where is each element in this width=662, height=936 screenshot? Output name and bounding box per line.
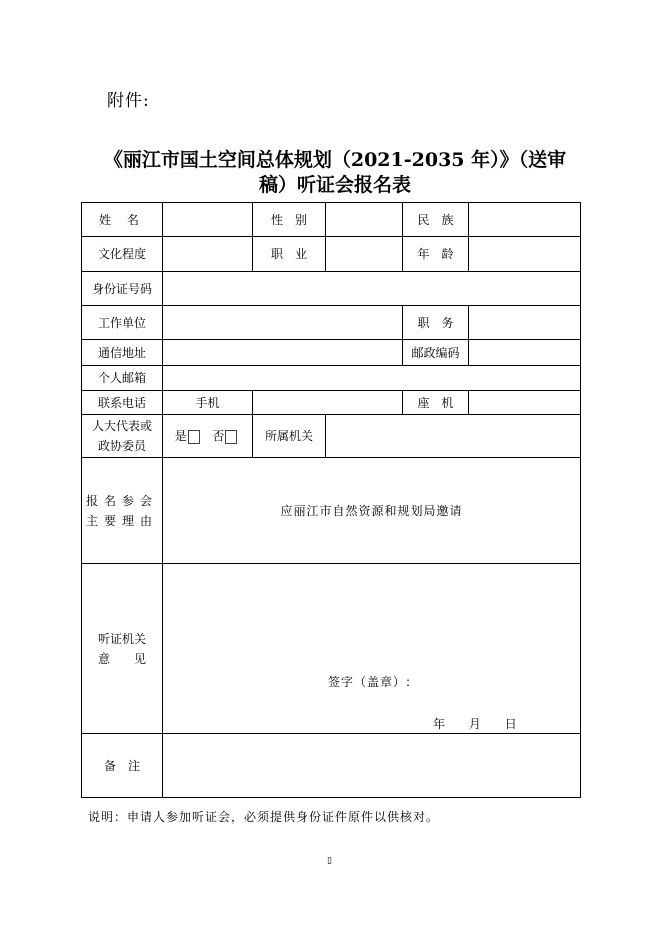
- opinion-field[interactable]: [163, 564, 581, 734]
- position-field[interactable]: [469, 306, 581, 340]
- yes-checkbox[interactable]: [188, 430, 200, 444]
- table-row: [82, 203, 581, 237]
- postcode-label: 邮政编码: [403, 340, 469, 366]
- table-row: [82, 415, 581, 458]
- email-label: 个人邮箱: [82, 366, 163, 391]
- gender-field[interactable]: [326, 203, 403, 237]
- address-field[interactable]: [163, 340, 403, 366]
- ethnicity-field[interactable]: [469, 203, 581, 237]
- opinion-label-line-2: 意 见: [97, 651, 146, 666]
- table-row: [82, 366, 581, 391]
- instruction-note: 说明：申请人参加听证会，必须提供身份证件原件以供核对。: [88, 810, 440, 824]
- postcode-field[interactable]: [469, 340, 581, 366]
- ethnicity-label: 民 族: [403, 203, 469, 237]
- deputy-label-line-1: 人大代表或: [91, 419, 152, 433]
- opinion-label-line-1: 听证机关: [97, 631, 146, 646]
- deputy-choice: [163, 415, 253, 458]
- landline-label: 座 机: [403, 391, 469, 415]
- title-line-1: 《丽江市国土空间总体规划（2021-2035 年）》（送审: [103, 149, 567, 171]
- reason-field[interactable]: 应丽江市自然资源和规划局邀请: [163, 458, 581, 564]
- affiliation-field[interactable]: [326, 415, 581, 458]
- year-label: 年: [433, 717, 446, 731]
- table-row: [82, 306, 581, 340]
- deputy-label: [82, 415, 163, 458]
- title-line-2: 稿）听证会报名表: [258, 174, 411, 196]
- landline-field[interactable]: [469, 391, 581, 415]
- email-field[interactable]: [163, 366, 581, 391]
- yes-label: 是: [174, 429, 187, 443]
- table-row: [82, 340, 581, 366]
- phone-label: 联系电话: [82, 391, 163, 415]
- id-number-field[interactable]: [163, 272, 581, 306]
- gender-label: 性 别: [253, 203, 326, 237]
- table-row: [82, 458, 581, 564]
- id-number-label: 身份证号码: [82, 272, 163, 306]
- occupation-field[interactable]: [326, 237, 403, 272]
- affiliation-label: 所属机关: [253, 415, 326, 458]
- form-title: [100, 148, 570, 198]
- workplace-field[interactable]: [163, 306, 403, 340]
- name-label: 姓 名: [82, 203, 163, 237]
- page-marker: ▯: [327, 856, 332, 866]
- mobile-field[interactable]: [253, 391, 403, 415]
- date-line: [433, 714, 537, 734]
- month-label: 月: [468, 717, 481, 731]
- no-checkbox[interactable]: [225, 430, 237, 444]
- reason-label-line-2: 主要理由: [85, 513, 158, 528]
- attachment-label: 附件:: [107, 91, 150, 111]
- position-label: 职 务: [403, 306, 469, 340]
- reason-label: [82, 458, 163, 564]
- mobile-label: 手机: [163, 391, 253, 415]
- address-label: 通信地址: [82, 340, 163, 366]
- signature-label: 签字（盖章）:: [328, 675, 412, 689]
- age-label: 年 龄: [403, 237, 469, 272]
- opinion-label: [82, 564, 163, 734]
- workplace-label: 工作单位: [82, 306, 163, 340]
- education-label: 文化程度: [82, 237, 163, 272]
- table-row: [82, 237, 581, 272]
- table-row: [82, 391, 581, 415]
- day-label: 日: [504, 717, 517, 731]
- deputy-label-line-2: 政协委员: [97, 439, 146, 453]
- remarks-field[interactable]: [163, 734, 581, 798]
- table-row: [82, 564, 581, 734]
- occupation-label: 职 业: [253, 237, 326, 272]
- registration-form-table: [81, 202, 581, 798]
- no-label: 否: [212, 429, 225, 443]
- education-field[interactable]: [163, 237, 253, 272]
- age-field[interactable]: [469, 237, 581, 272]
- table-row: [82, 734, 581, 798]
- remarks-label: 备 注: [82, 734, 163, 798]
- name-field[interactable]: [163, 203, 253, 237]
- reason-label-line-1: 报名参会: [85, 493, 158, 508]
- table-row: [82, 272, 581, 306]
